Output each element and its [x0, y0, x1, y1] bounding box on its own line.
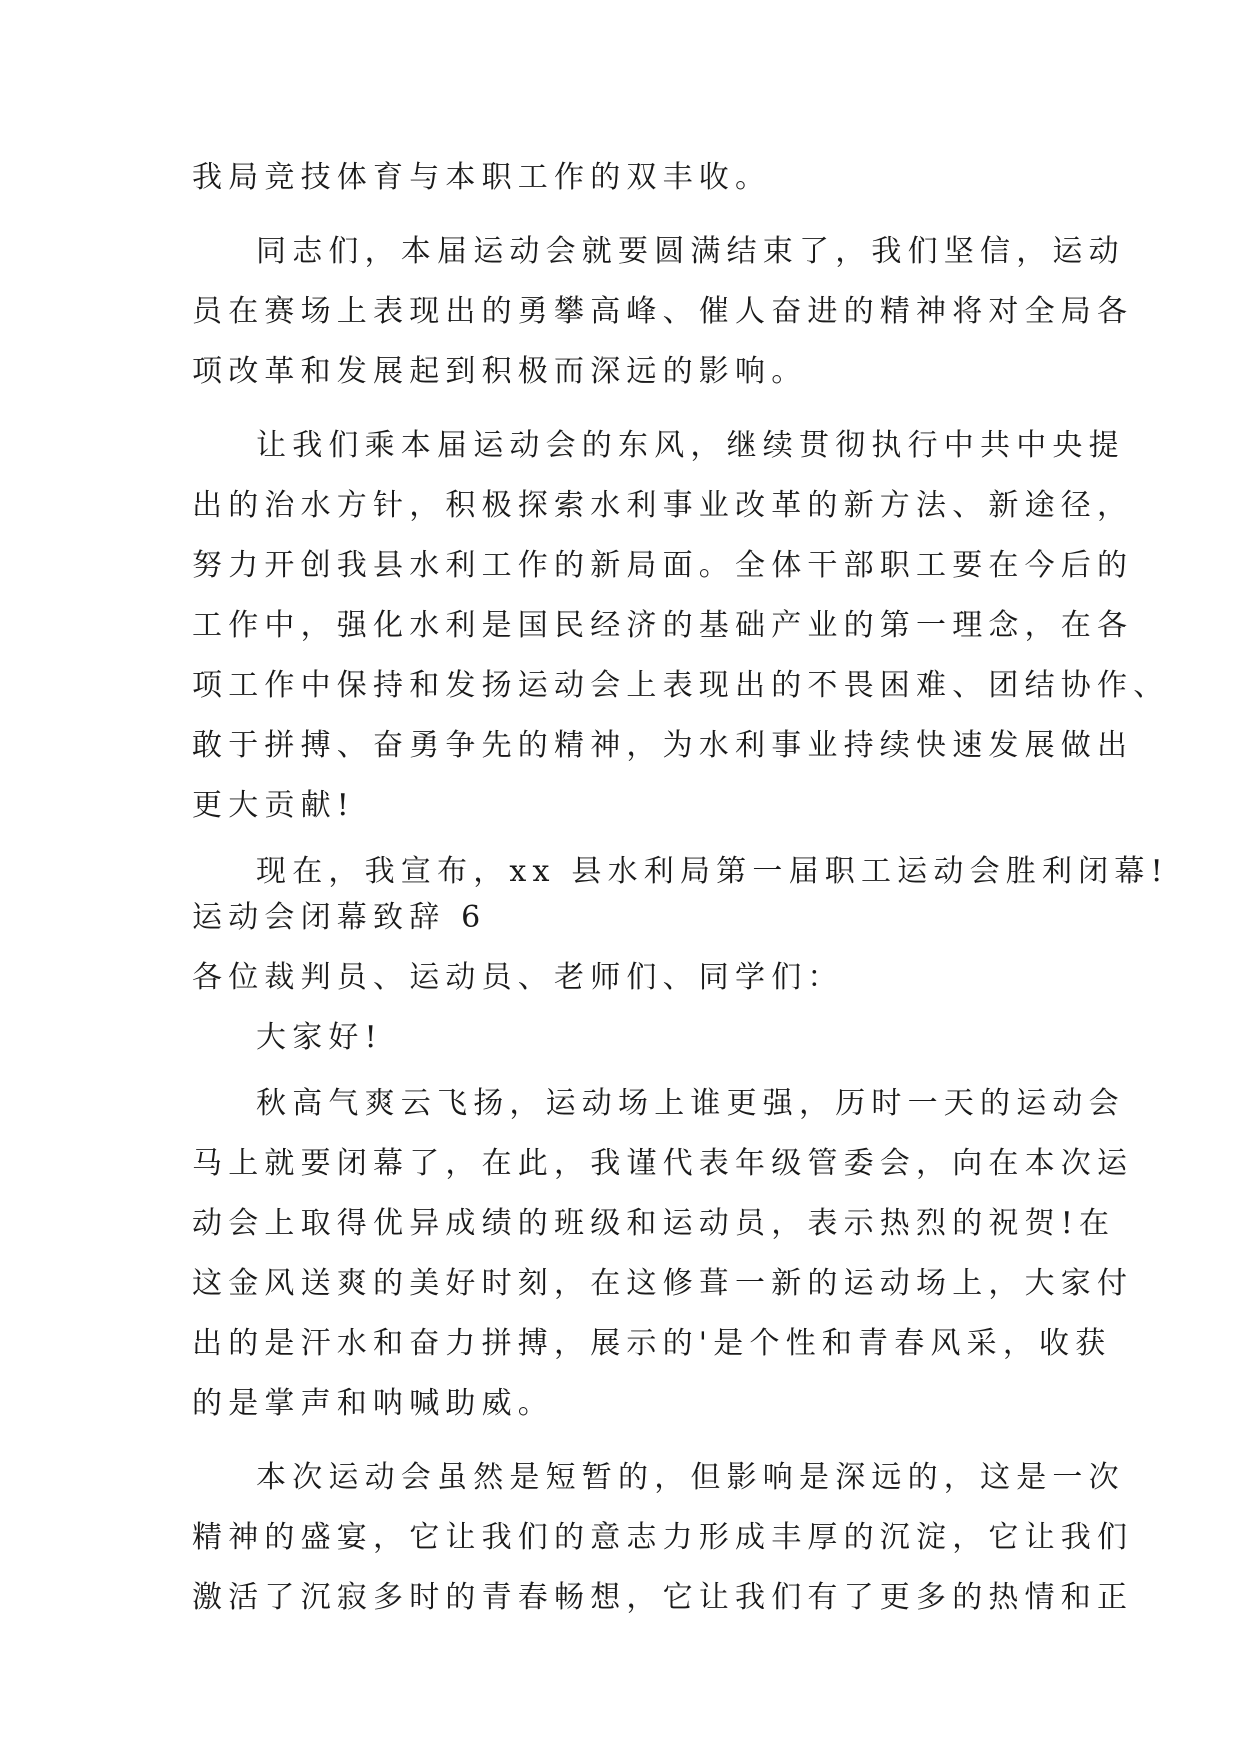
paragraph-line: 秋高气爽云飞扬，运动场上谁更强，历时一天的运动会 [256, 1086, 1125, 1121]
section-heading: 运动会闭幕致辞 6 [192, 900, 487, 935]
paragraph-line: 同志们，本届运动会就要圆满结束了，我们坚信，运动 [256, 234, 1125, 269]
paragraph-line: 更大贡献! [192, 788, 356, 823]
paragraph-line: 敢于拼搏、奋勇争先的精神，为水利事业持续快速发展做出 [192, 728, 1134, 763]
greeting: 大家好! [256, 1020, 383, 1055]
paragraph-line: 精神的盛宴，它让我们的意志力形成丰厚的沉淀，它让我们 [192, 1520, 1134, 1555]
paragraph-line: 激活了沉寂多时的青春畅想，它让我们有了更多的热情和正 [192, 1580, 1134, 1615]
paragraph-line: 工作中，强化水利是国民经济的基础产业的第一理念，在各 [192, 608, 1134, 643]
paragraph-line: 马上就要闭幕了，在此，我谨代表年级管委会，向在本次运 [192, 1146, 1134, 1181]
paragraph-line: 出的是汗水和奋力拼搏，展示的'是个性和青春风采，收获 [192, 1326, 1112, 1361]
paragraph-line: 本次运动会虽然是短暂的，但影响是深远的，这是一次 [256, 1460, 1125, 1495]
paragraph-line: 项工作中保持和发扬运动会上表现出的不畏困难、团结协作、 [192, 668, 1170, 703]
paragraph-line: 项改革和发展起到积极而深远的影响。 [192, 354, 808, 389]
paragraph-line: 出的治水方针，积极探索水利事业改革的新方法、新途径， [192, 488, 1134, 523]
paragraph-line: 员在赛场上表现出的勇攀高峰、催人奋进的精神将对全局各 [192, 294, 1134, 329]
paragraph-line: 动会上取得优异成绩的班级和运动员，表示热烈的祝贺!在 [192, 1206, 1116, 1241]
paragraph-line: 的是掌声和呐喊助威。 [192, 1386, 554, 1421]
salutation: 各位裁判员、运动员、老师们、同学们： [192, 960, 844, 995]
document-body [192, 148, 1170, 1628]
paragraph-line: 让我们乘本届运动会的东风，继续贯彻执行中共中央提 [256, 428, 1125, 463]
paragraph-line: 努力开创我县水利工作的新局面。全体干部职工要在今后的 [192, 548, 1134, 583]
paragraph-line: 现在，我宣布，xx 县水利局第一届职工运动会胜利闭幕! [256, 854, 1169, 889]
paragraph-line: 我局竞技体育与本职工作的双丰收。 [192, 160, 772, 195]
paragraph-line: 这金风送爽的美好时刻，在这修葺一新的运动场上，大家付 [192, 1266, 1134, 1301]
